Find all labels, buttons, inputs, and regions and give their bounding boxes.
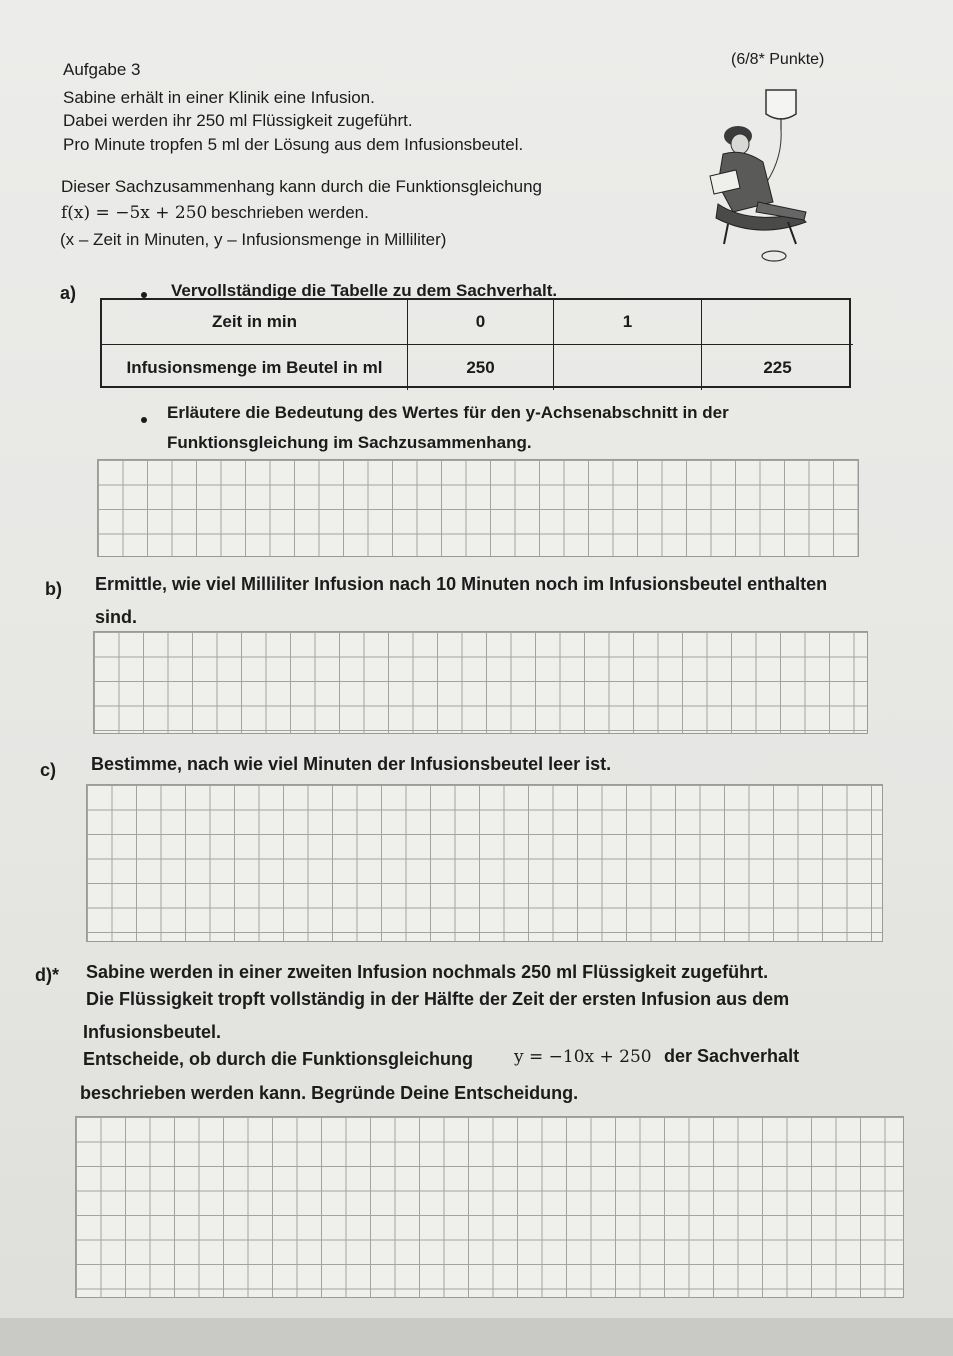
task-c-instruction: Bestimme, nach wie viel Minuten der Infusionsbeutel leer ist. bbox=[91, 754, 612, 774]
task-b-instruction-line-1: Ermittle, wie viel Milliliter Infusion nach 10 Minuten noch im Infusionsbeutel enthalten bbox=[95, 574, 828, 594]
task-d-line-4-prefix: Entscheide, ob durch die Funktionsgleichung bbox=[83, 1049, 474, 1069]
answer-grid-a[interactable] bbox=[97, 459, 859, 557]
answer-grid-c[interactable] bbox=[86, 784, 883, 942]
table-cell-volume-blank[interactable] bbox=[554, 345, 702, 390]
task-d-label: d)* bbox=[35, 965, 59, 985]
intro-line-1: Sabine erhält in einer Klinik eine Infusion. bbox=[63, 88, 375, 107]
intro-formula-suffix: beschrieben werden. bbox=[211, 203, 369, 222]
intro-variable-legend: (x – Zeit in Minuten, y – Infusionsmenge in Milliliter) bbox=[60, 230, 447, 249]
intro-line-4: Dieser Sachzusammenhang kann durch die Funktionsgleichung bbox=[61, 177, 543, 196]
table-cell-time-0: 0 bbox=[408, 300, 554, 345]
table-cell-time-1: 1 bbox=[554, 300, 702, 345]
task-a-label: a) bbox=[60, 283, 77, 303]
table-header-time: Zeit in min bbox=[102, 300, 408, 345]
task-a-instruction-2-line-2: Funktionsgleichung im Sachzusammenhang. bbox=[167, 433, 532, 452]
answer-grid-b[interactable] bbox=[93, 631, 868, 734]
bullet-icon bbox=[141, 417, 147, 423]
task-d-line-5: beschrieben werden kann. Begründe Deine Entscheidung. bbox=[80, 1083, 579, 1103]
intro-line-3: Pro Minute tropfen 5 ml der Lösung aus dem Infusionsbeutel. bbox=[63, 135, 524, 154]
task-b-instruction-line-2: sind. bbox=[95, 607, 138, 627]
table-cell-volume-225: 225 bbox=[763, 357, 792, 377]
task-a-instruction-1: Vervollständige die Tabelle zu dem Sachverhalt. bbox=[171, 281, 558, 300]
task-c-label: c) bbox=[40, 760, 57, 780]
answer-grid-d[interactable] bbox=[75, 1116, 904, 1298]
patient-with-iv-drip-illustration bbox=[688, 84, 828, 264]
task-title: Aufgabe 3 bbox=[63, 60, 141, 79]
table-cell-volume-250: 250 bbox=[408, 345, 554, 390]
table-header-volume: Infusionsmenge im Beutel in ml bbox=[102, 345, 408, 390]
task-d-line-4-suffix: der Sachverhalt bbox=[664, 1046, 800, 1066]
task-d-line-2: Die Flüssigkeit tropft vollständig in der Hälfte der Zeit der ersten Infusion aus dem bbox=[86, 989, 790, 1009]
table-cell-time-blank[interactable] bbox=[702, 300, 853, 345]
task-d-formula: y = −10x + 250 bbox=[514, 1047, 652, 1067]
task-d-line-3: Infusionsbeutel. bbox=[83, 1022, 222, 1042]
page-bottom-edge bbox=[0, 1318, 953, 1356]
intro-formula: f(x) = −5x + 250 bbox=[61, 203, 208, 223]
intro-line-2: Dabei werden ihr 250 ml Flüssigkeit zugeführt. bbox=[63, 111, 413, 130]
task-a-instruction-2-line-1: Erläutere die Bedeutung des Wertes für den y-Achsenabschnitt in der bbox=[167, 403, 729, 422]
task-b-label: b) bbox=[45, 579, 62, 599]
points-label: (6/8* Punkte) bbox=[731, 51, 825, 68]
task-d-line-1: Sabine werden in einer zweiten Infusion nochmals 250 ml Flüssigkeit zugeführt. bbox=[86, 962, 769, 982]
value-table bbox=[100, 298, 851, 388]
